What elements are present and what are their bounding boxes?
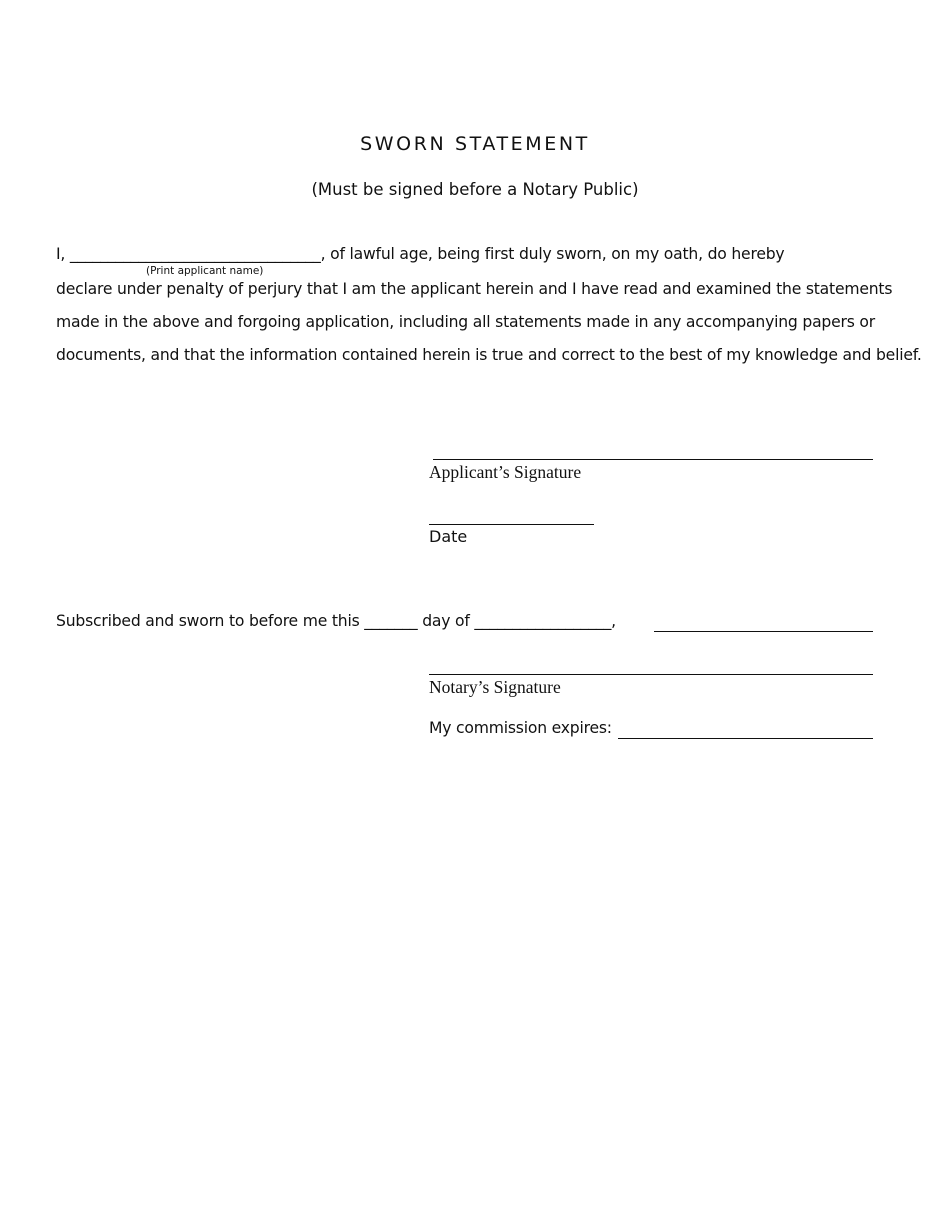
statement-line-4: documents, and that the information contained herein is true and correct to the best of my knowledge and belief. [56,346,922,364]
statement-line-1: I, _________________________________, of lawful age, being first duly sworn, on my oath, do hereby [56,245,785,263]
statement-line-2: declare under penalty of perjury that I am the applicant herein and I have read and examined the statements [56,280,893,298]
document-title: SWORN STATEMENT [360,133,590,155]
document-subtitle: (Must be signed before a Notary Public) [311,180,639,199]
date-label: Date [429,527,468,546]
date-line[interactable] [429,524,594,525]
subscribed-sworn-text: Subscribed and sworn to before me this _______ day of __________________, [56,612,616,630]
statement-line-3: made in the above and forgoing application, including all statements made in any accompanying papers or [56,313,875,331]
notary-signature-line[interactable] [429,674,873,675]
notary-signature-label: Notary’s Signature [429,677,561,697]
commission-expires-line[interactable] [618,738,873,739]
year-line[interactable] [654,631,873,632]
commission-expires-label: My commission expires: [429,719,612,737]
applicant-signature-line[interactable] [433,459,873,460]
print-name-hint: (Print applicant name) [146,265,264,277]
applicant-signature-label: Applicant’s Signature [429,462,582,482]
